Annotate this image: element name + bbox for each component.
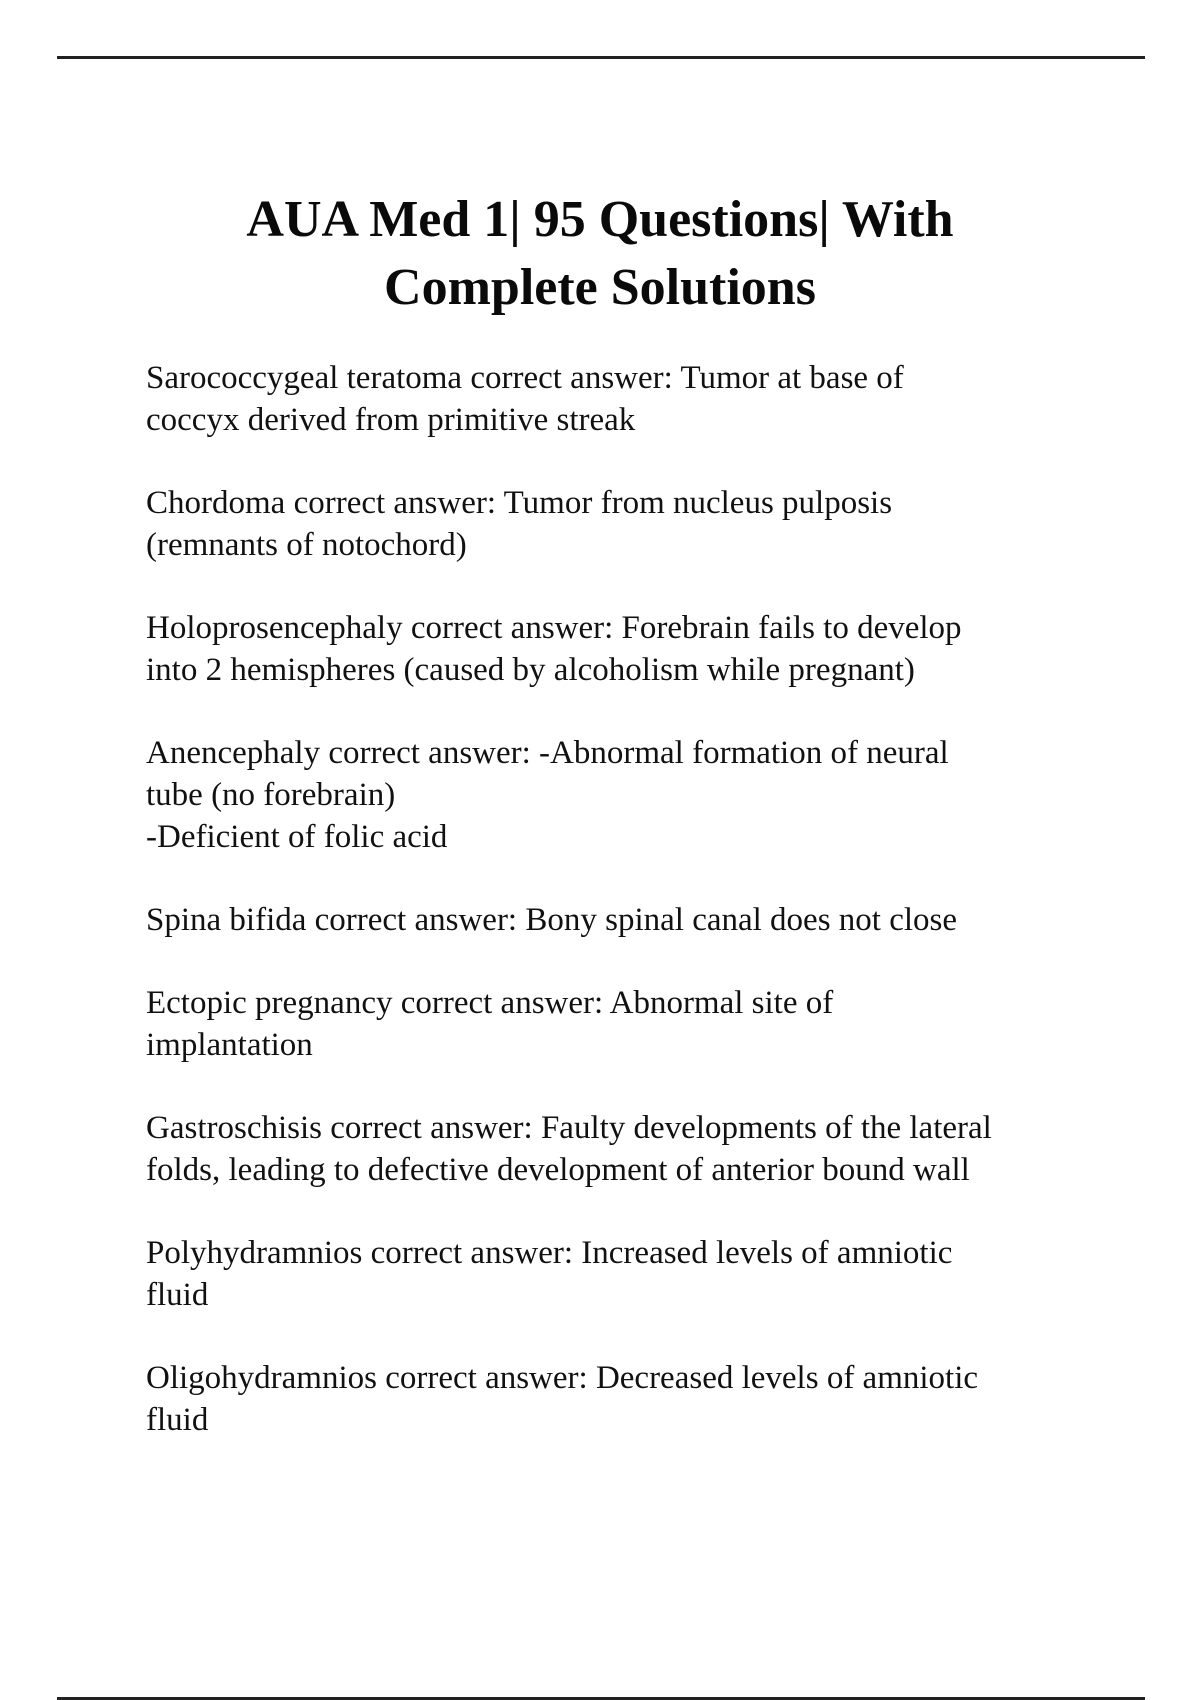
entry-line: fluid xyxy=(146,1402,209,1438)
entry-line: implantation xyxy=(146,1027,313,1063)
entry-line: Gastroschisis correct answer: Faulty developments of the lateral xyxy=(146,1110,992,1146)
entry-line: coccyx derived from primitive streak xyxy=(146,402,636,438)
qa-entry-spina-bifida xyxy=(146,899,1106,941)
qa-entry-gastroschisis xyxy=(146,1107,1106,1191)
qa-entry-ectopic-pregnancy xyxy=(146,982,1106,1066)
entry-line: tube (no forebrain) xyxy=(146,777,396,813)
entry-line: Oligohydramnios correct answer: Decreased levels of amniotic xyxy=(146,1360,979,1396)
qa-list xyxy=(146,357,1106,1482)
title-line: Complete Solutions xyxy=(384,259,816,316)
entry-line: folds, leading to defective development of anterior bound wall xyxy=(146,1152,970,1188)
entry-line: Chordoma correct answer: Tumor from nucleus pulposis xyxy=(146,485,893,521)
qa-entry-sarococcygeal-teratoma xyxy=(146,357,1106,441)
qa-entry-holoprosencephaly xyxy=(146,607,1106,691)
entry-line: Sarococcygeal teratoma correct answer: Tumor at base of xyxy=(146,360,904,396)
entry-line: Polyhydramnios correct answer: Increased levels of amniotic xyxy=(146,1235,953,1271)
page-title xyxy=(0,186,1200,322)
entry-line: Ectopic pregnancy correct answer: Abnormal site of xyxy=(146,985,834,1021)
entry-line: Anencephaly correct answer: -Abnormal formation of neural xyxy=(146,735,949,771)
entry-line: fluid xyxy=(146,1277,209,1313)
title-line: AUA Med 1| 95 Questions| With xyxy=(246,191,954,248)
qa-entry-chordoma xyxy=(146,482,1106,566)
top-rule xyxy=(57,56,1145,59)
entry-line: into 2 hemispheres (caused by alcoholism while pregnant) xyxy=(146,652,915,688)
qa-entry-polyhydramnios xyxy=(146,1232,1106,1316)
entry-line: (remnants of notochord) xyxy=(146,527,467,563)
entry-line: Spina bifida correct answer: Bony spinal canal does not close xyxy=(146,902,958,938)
entry-line: -Deficient of folic acid xyxy=(146,819,448,855)
entry-line: Holoprosencephaly correct answer: Forebrain fails to develop xyxy=(146,610,962,646)
qa-entry-anencephaly xyxy=(146,732,1106,858)
qa-entry-oligohydramnios xyxy=(146,1357,1106,1441)
